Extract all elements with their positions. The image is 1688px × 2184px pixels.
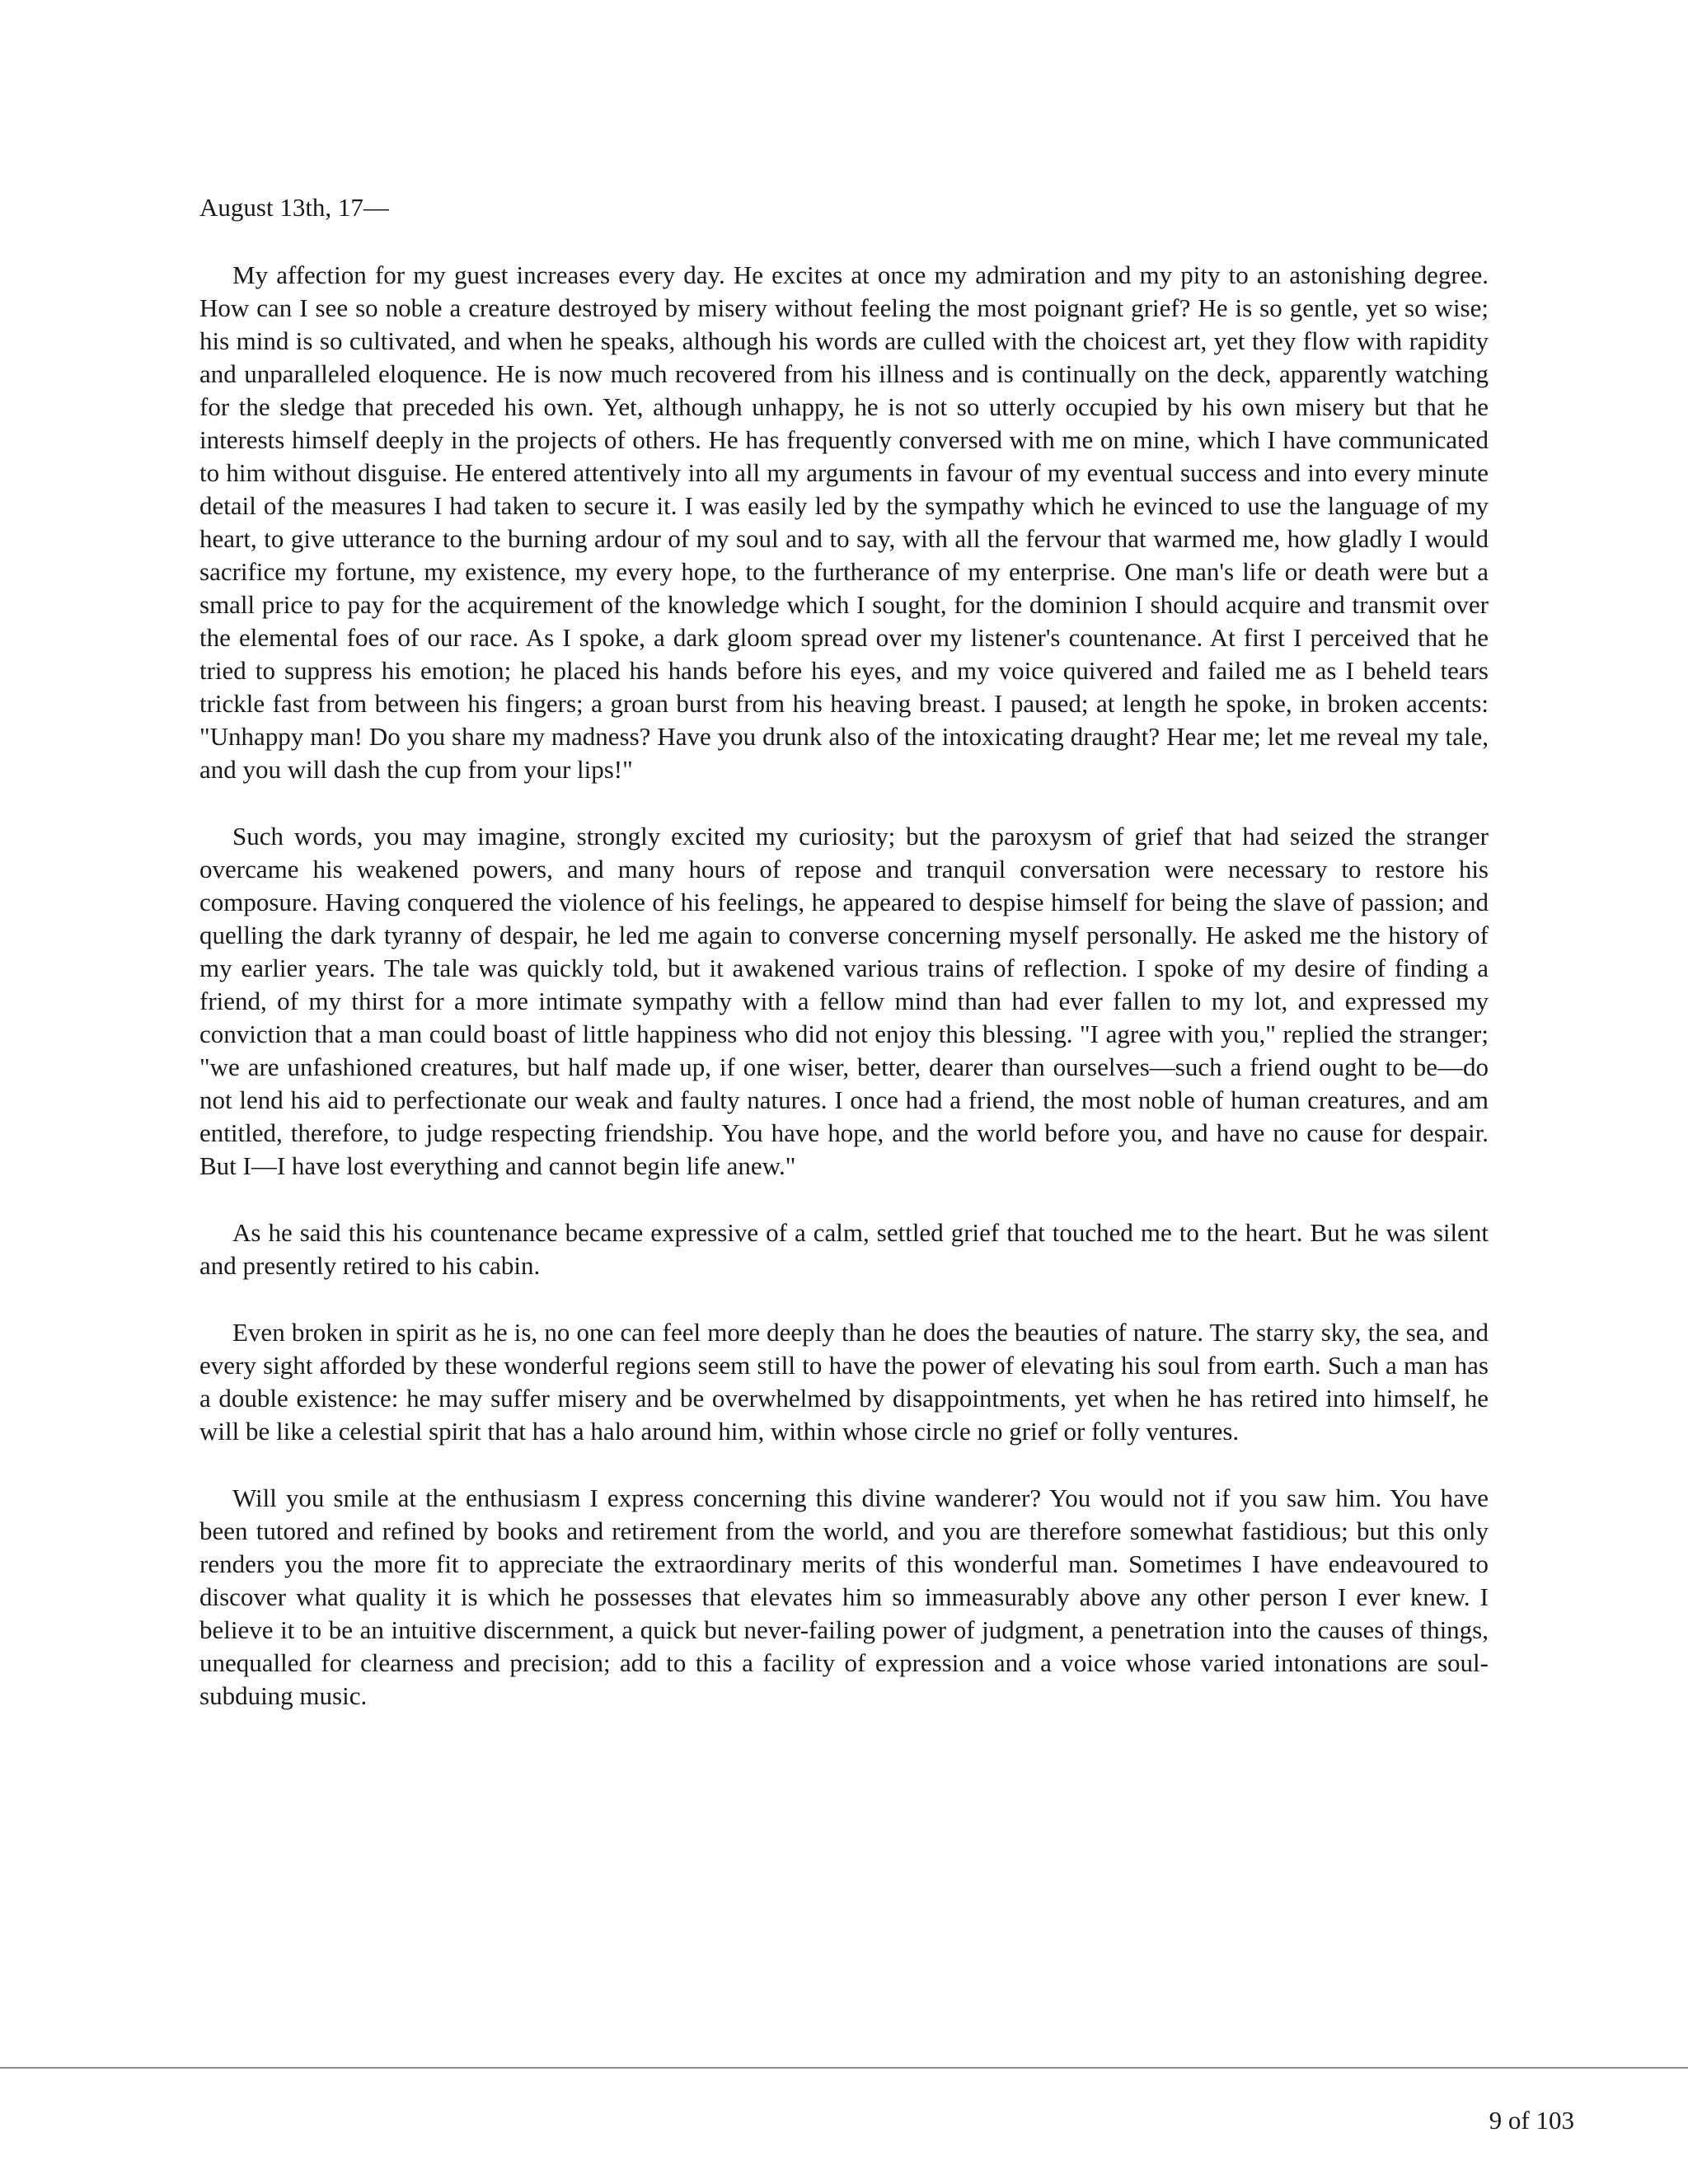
paragraph-1: My affection for my guest increases every day. He excites at once my admiration and my pity to an astonishing degree. How can I see so noble a creature destroyed by misery without feeling the most poignant grief? He is so gentle, yet so wise; his mind is so cultivated, and when he speaks, although his words are culled with the choicest art, yet they flow with rapidity and unparalleled eloquence. He is now much recovered from his illness and is continually on the deck, apparently watching for the sledge that preceded his own. Yet, although unhappy, he is not so utterly occupied by his own misery but that he interests himself deeply in the projects of others. He has frequently conversed with me on mine, which I have communicated to him without disguise. He entered attentively into all my arguments in favour of my eventual success and into every minute detail of the measures I had taken to secure it. I was easily led by the sympathy which he evinced to use the language of my heart, to give utterance to the burning ardour of my soul and to say, with all the fervour that warmed me, how gladly I would sacrifice my fortune, my existence, my every hope, to the furtherance of my enterprise. One man's life or death were but a small price to pay for the acquirement of the knowledge which I sought, for the dominion I should acquire and transmit over the elemental foes of our race. As I spoke, a dark gloom spread over my listener's countenance. At first I perceived that he tried to suppress his emotion; he placed his hands before his eyes, and my voice quivered and failed me as I beheld tears trickle fast from between his fingers; a groan burst from his heaving breast. I paused; at length he spoke, in broken accents: "Unhappy man! Do you share my madness? Have you drunk also of the intoxicating draught? Hear me; let me reveal my tale, and you will dash the cup from your lips!"	[199, 260, 1489, 784]
footer-divider	[0, 2067, 1688, 2069]
paragraph-5: Will you smile at the enthusiasm I express concerning this divine wanderer? You would not if you saw him. You have been tutored and refined by books and retirement from the world, and you are therefore somewhat fastidious; but this only renders you the more fit to appreciate the extraordinary merits of this wonderful man. Sometimes I have endeavoured to discover what quality it is which he possesses that elevates him so immeasurably above any other person I ever knew. I believe it to be an intuitive discernment, a quick but never-failing power of judgment, a penetration into the causes of things, unequalled for clearness and precision; add to this a facility of expression and a voice whose varied intonations are soul-subduing music.	[199, 1483, 1489, 1710]
paragraph-4: Even broken in spirit as he is, no one can feel more deeply than he does the beauties of nature. The starry sky, the sea, and every sight afforded by these wonderful regions seem still to have the power of elevating his soul from earth. Such a man has a double existence: he may suffer misery and be overwhelmed by disappointments, yet when he has retired into himself, he will be like a celestial spirit that has a halo around him, within whose circle no grief or folly ventures.	[199, 1318, 1489, 1446]
paragraph-2: Such words, you may imagine, strongly excited my curiosity; but the paroxysm of grief that had seized the stranger overcame his weakened powers, and many hours of repose and tranquil conversation were necessary to restore his composure. Having conquered the violence of his feelings, he appeared to despise himself for being the slave of passion; and quelling the dark tyranny of despair, he led me again to converse concerning myself personally. He asked me the history of my earlier years. The tale was quickly told, but it awakened various trains of reflection. I spoke of my desire of finding a friend, of my thirst for a more intimate sympathy with a fellow mind than had ever fallen to my lot, and expressed my conviction that a man could boast of little happiness who did not enjoy this blessing. "I agree with you," replied the stranger; "we are unfashioned creatures, but half made up, if one wiser, better, dearer than ourselves—such a friend ought to be—do not lend his aid to perfectionate our weak and faulty natures. I once had a friend, the most noble of human creatures, and am entitled, therefore, to judge respecting friendship. You have hope, and the world before you, and have no cause for despair. But I—I have lost everything and cannot begin life anew."	[199, 822, 1489, 1180]
letter-date: August 13th, 17—	[199, 193, 389, 222]
page-body	[199, 191, 1489, 1746]
paragraph-3: As he said this his countenance became expressive of a calm, settled grief that touched me to the heart. But he was silent and presently retired to his cabin.	[199, 1218, 1489, 1280]
page-number: 9 of 103	[1489, 2106, 1574, 2135]
